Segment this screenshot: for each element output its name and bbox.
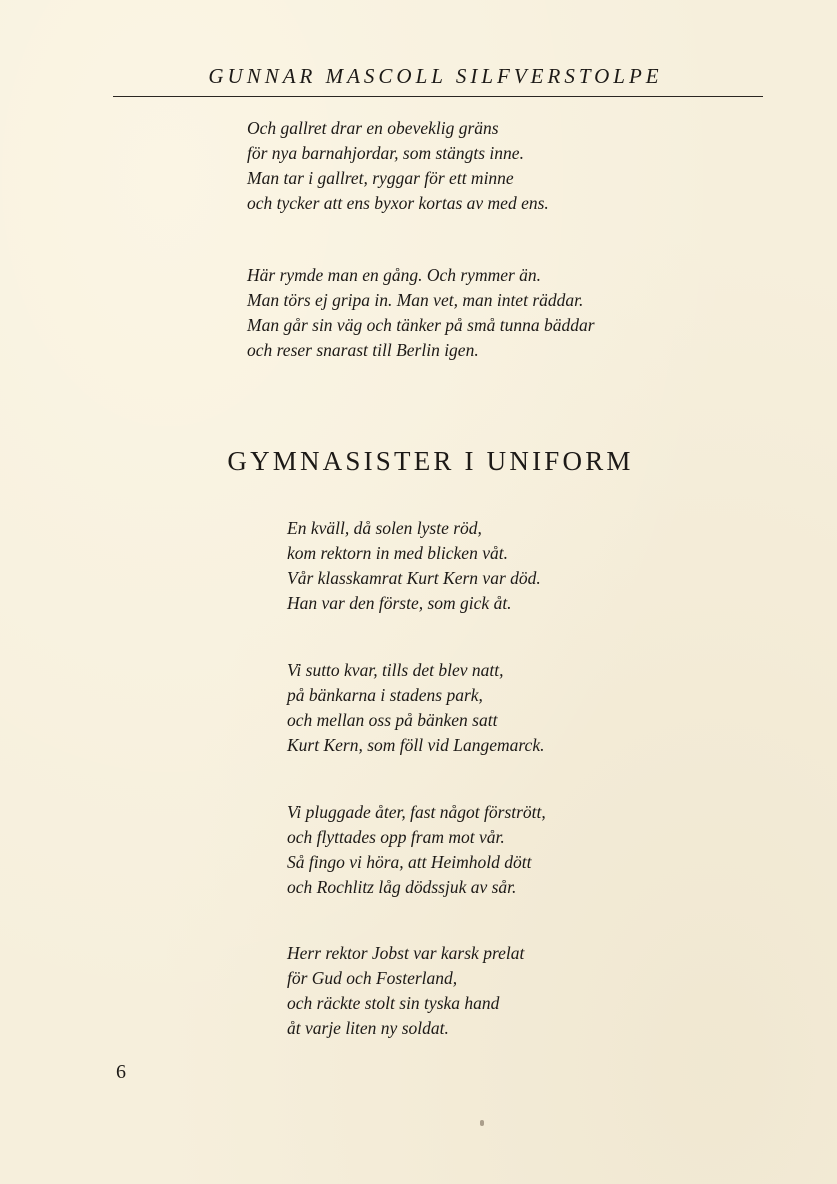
- verse-line: Vi pluggade åter, fast något förstrött,: [287, 802, 546, 822]
- verse-line: på bänkarna i stadens park,: [287, 685, 483, 705]
- verse-line: och Rochlitz låg dödssjuk av sår.: [287, 877, 517, 897]
- verse-line: Kurt Kern, som föll vid Langemarck.: [287, 735, 545, 755]
- running-head: GUNNAR MASCOLL SILFVERSTOLPE: [208, 64, 663, 88]
- verse-line: och räckte stolt sin tyska hand: [287, 993, 500, 1013]
- stanza: [287, 800, 546, 900]
- verse-line: Och gallret drar en obeveklig gräns: [247, 118, 499, 138]
- paper-speck: [480, 1120, 484, 1126]
- stanza: [247, 263, 595, 363]
- stanza: [247, 116, 549, 216]
- verse-line: och mellan oss på bänken satt: [287, 710, 498, 730]
- header-rule: [113, 96, 763, 97]
- verse-line: åt varje liten ny soldat.: [287, 1018, 449, 1038]
- verse-line: Här rymde man en gång. Och rymmer än.: [247, 265, 542, 285]
- verse-line: och reser snarast till Berlin igen.: [247, 340, 479, 360]
- verse-line: och tycker att ens byxor kortas av med ens.: [247, 193, 549, 213]
- verse-line: för Gud och Fosterland,: [287, 968, 458, 988]
- verse-line: kom rektorn in med blicken våt.: [287, 543, 508, 563]
- verse-line: Vi sutto kvar, tills det blev natt,: [287, 660, 504, 680]
- verse-line: Han var den förste, som gick åt.: [287, 593, 512, 613]
- verse-line: Man törs ej gripa in. Man vet, man intet räddar.: [247, 290, 584, 310]
- verse-line: Man går sin väg och tänker på små tunna bäddar: [247, 315, 595, 335]
- verse-line: Herr rektor Jobst var karsk prelat: [287, 943, 525, 963]
- poem-title: GYMNASISTER I UNIFORM: [227, 446, 634, 476]
- verse-line: En kväll, då solen lyste röd,: [287, 518, 482, 538]
- page-number: 6: [116, 1061, 126, 1083]
- verse-line: Man tar i gallret, ryggar för ett minne: [247, 168, 514, 188]
- stanza: [287, 658, 544, 758]
- verse-line: för nya barnahjordar, som stängts inne.: [247, 143, 524, 163]
- verse-line: och flyttades opp fram mot vår.: [287, 827, 505, 847]
- verse-line: Vår klasskamrat Kurt Kern var död.: [287, 568, 541, 588]
- verse-line: Så fingo vi höra, att Heimhold dött: [287, 852, 532, 872]
- stanza: [287, 941, 524, 1041]
- stanza: [287, 516, 541, 616]
